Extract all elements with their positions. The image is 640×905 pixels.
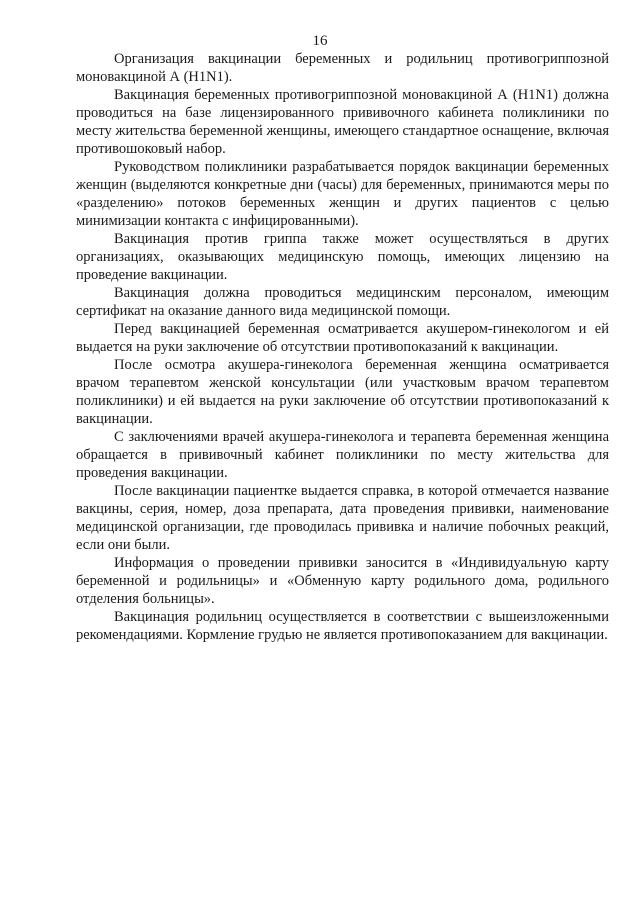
paragraph-medical-staff: Вакцинация должна проводиться медицинским персоналом, имеющим сертификат на оказание данного вида медицинской помощи. <box>76 285 609 319</box>
paragraph-vaccination-office: С заключениями врачей акушера-гинеколога и терапевта беременная женщина обращается в прививочный кабинет поликлиники по месту жительства для проведения вакцинации. <box>76 429 609 481</box>
paragraph-clinic-procedure: Руководством поликлиники разрабатывается порядок вакцинации беременных женщин (выделяются конкретные дни (часы) для беременных, принимаются меры по «разделению» потоков беременных женщин и других пациентов с целью минимизации контакта с инфицированными). <box>76 159 609 229</box>
paragraph-obstetrician-exam: Перед вакцинацией беременная осматривается акушером-гинекологом и ей выдается на руки заключение об отсутствии противопоказаний к вакцинации. <box>76 321 609 355</box>
paragraph-records: Информация о проведении прививки заносится в «Индивидуальную карту беременной и родильницы» и «Обменную карту родильного дома, родильного отделения больницы». <box>76 555 609 607</box>
paragraph-vaccination-location: Вакцинация беременных противогриппозной моновакциной А (H1N1) должна проводиться на базе лицензированного прививочного кабинета поликлиники по месту жительства беременной женщины, имеющего стандартное оснащение, включая противошоковый набор. <box>76 87 609 157</box>
paragraph-postpartum: Вакцинация родильниц осуществляется в соответствии с вышеизложенными рекомендациями. Кормление грудью не является противопоказанием для вакцинации. <box>76 609 609 643</box>
paragraph-heading-organization: Организация вакцинации беременных и родильниц противогриппозной моновакциной А (H1N1). <box>76 51 609 85</box>
paragraph-certificate: После вакцинации пациентке выдается справка, в которой отмечается название вакцины, серия, номер, доза препарата, дата проведения прививки, наименование медицинской организации, где проводилась прививка и наличие побочных реакций, если они были. <box>76 483 609 553</box>
paragraph-other-organizations: Вакцинация против гриппа также может осуществляться в других организациях, оказывающих медицинскую помощь, имеющих лицензию на проведение вакцинации. <box>76 231 609 283</box>
paragraph-therapist-exam: После осмотра акушера-гинеколога беременная женщина осматривается врачом терапевтом женской консультации (или участковым врачом терапевтом поликлиники) и ей выдается на руки заключение об отсутствии противопоказаний к вакцинации. <box>76 357 609 427</box>
document-body <box>76 50 609 644</box>
page-number: 16 <box>312 33 328 49</box>
